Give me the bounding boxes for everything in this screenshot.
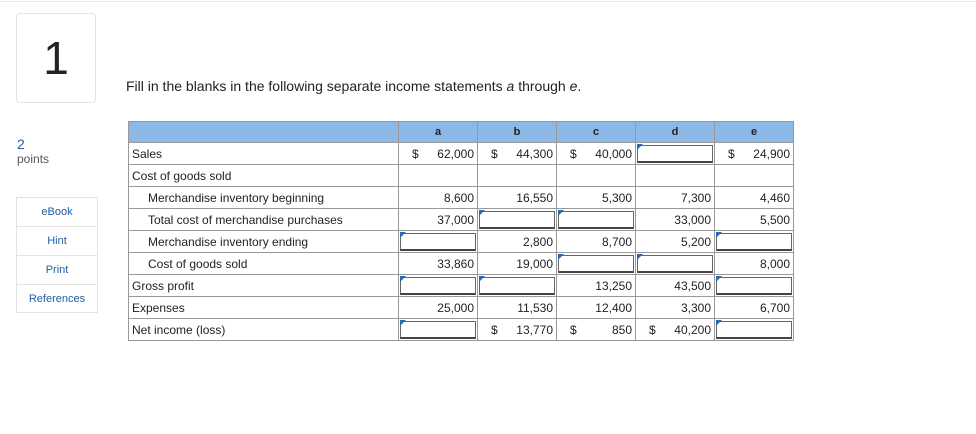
value-cell-content [718, 257, 790, 271]
answer-cell-e [715, 275, 794, 297]
answer-input-c[interactable] [558, 211, 634, 229]
value-cell-a [399, 187, 478, 209]
cell-value: 4,460 [759, 190, 790, 205]
column-header-b: b [478, 122, 557, 143]
value-cell-content [639, 191, 711, 205]
value-cell-e [715, 209, 794, 231]
cell-value: 19,000 [516, 256, 553, 271]
answer-cell-b [478, 275, 557, 297]
header-label-cell [129, 122, 399, 143]
value-cell-d [636, 297, 715, 319]
cell-value: 11,530 [517, 300, 553, 315]
references-link[interactable]: References [16, 284, 98, 313]
cell-value: 850 [611, 322, 632, 337]
value-cell-content [402, 301, 474, 315]
answer-cell-a [399, 275, 478, 297]
table-row [129, 209, 794, 231]
answer-cell-c [557, 209, 636, 231]
value-cell-content [481, 301, 553, 315]
value-cell-b [478, 253, 557, 275]
cell-value: 8,600 [443, 190, 474, 205]
answer-input-c[interactable] [558, 255, 634, 273]
ebook-link[interactable]: eBook [16, 197, 98, 226]
input-corner-marker-icon [479, 276, 485, 282]
table-row [129, 187, 794, 209]
cell-value: 24,900 [753, 146, 790, 161]
value-cell-c [557, 165, 636, 187]
table-row [129, 297, 794, 319]
cell-value: 25,000 [437, 300, 474, 315]
value-cell-content [481, 191, 553, 205]
value-cell-c [557, 297, 636, 319]
value-cell-d [636, 187, 715, 209]
value-cell-a [399, 253, 478, 275]
value-cell-content [718, 213, 790, 227]
table-row [129, 253, 794, 275]
answer-cell-c [557, 253, 636, 275]
value-cell-c [557, 319, 636, 341]
row-label: Sales [129, 143, 399, 165]
value-cell-content [481, 235, 553, 249]
cell-value: 5,200 [680, 234, 711, 249]
value-cell-d [636, 319, 715, 341]
cell-value: 7,300 [680, 190, 711, 205]
currency-symbol: $ [570, 322, 577, 337]
answer-input-a[interactable] [400, 233, 476, 251]
value-cell-content [560, 301, 632, 315]
value-cell-a [399, 297, 478, 319]
answer-cell-e [715, 319, 794, 341]
table-row [129, 165, 794, 187]
cell-value: 8,000 [759, 256, 790, 271]
value-cell-b [478, 319, 557, 341]
value-cell-c [557, 275, 636, 297]
table-row [129, 275, 794, 297]
cell-value: 2,800 [522, 234, 553, 249]
question-number-box [16, 13, 96, 103]
cell-value: 40,200 [674, 322, 711, 337]
input-corner-marker-icon [400, 320, 406, 326]
cell-value: 37,000 [437, 212, 474, 227]
value-cell-d [636, 231, 715, 253]
column-header-c: c [557, 122, 636, 143]
row-label: Gross profit [129, 275, 399, 297]
value-cell-content [402, 257, 474, 271]
answer-input-a[interactable] [400, 321, 476, 339]
answer-input-d[interactable] [637, 255, 713, 273]
value-cell-content [560, 147, 632, 161]
instructions-text-middle: through [514, 78, 570, 94]
cell-value: 6,700 [759, 300, 790, 315]
hint-link[interactable]: Hint [16, 226, 98, 255]
income-statements-table [128, 121, 794, 341]
value-cell-b [478, 297, 557, 319]
value-cell-b [478, 143, 557, 165]
input-corner-marker-icon [716, 232, 722, 238]
currency-symbol: $ [649, 322, 656, 337]
value-cell-content [481, 147, 553, 161]
instructions-text-end: . [577, 78, 582, 94]
input-corner-marker-icon [637, 144, 643, 150]
value-cell-content [639, 213, 711, 227]
value-cell-content [402, 147, 474, 161]
input-corner-marker-icon [558, 254, 564, 260]
instructions-text: Fill in the blanks in the following separate income statements [126, 78, 507, 94]
column-header-e: e [715, 122, 794, 143]
currency-symbol: $ [728, 146, 735, 161]
row-label: Net income (loss) [129, 319, 399, 341]
value-cell-content [718, 147, 790, 161]
answer-cell-d [636, 253, 715, 275]
value-cell-content [560, 323, 632, 337]
cell-value: 13,770 [516, 322, 553, 337]
value-cell-b [478, 231, 557, 253]
value-cell-content [639, 235, 711, 249]
value-cell-a [399, 143, 478, 165]
value-cell-content [481, 257, 553, 271]
row-label: Cost of goods sold [129, 165, 399, 187]
value-cell-d [636, 209, 715, 231]
answer-input-e[interactable] [716, 321, 792, 339]
answer-cell-d [636, 143, 715, 165]
cell-value: 16,550 [516, 190, 553, 205]
value-cell-content [481, 323, 553, 337]
value-cell-content [560, 279, 632, 293]
value-cell-e [715, 143, 794, 165]
value-cell-b [478, 165, 557, 187]
value-cell-c [557, 231, 636, 253]
value-cell-a [399, 165, 478, 187]
question-instructions [126, 78, 581, 94]
cell-value: 5,300 [601, 190, 632, 205]
instructions-italic-a: a [506, 78, 515, 94]
input-corner-marker-icon [479, 210, 485, 216]
answer-cell-e [715, 231, 794, 253]
answer-input-a[interactable] [400, 277, 476, 295]
value-cell-e [715, 187, 794, 209]
value-cell-content [718, 191, 790, 205]
answer-input-d[interactable] [637, 145, 713, 163]
answer-cell-a [399, 319, 478, 341]
currency-symbol: $ [491, 146, 498, 161]
cell-value: 44,300 [516, 146, 553, 161]
resource-links [16, 197, 98, 313]
value-cell-e [715, 253, 794, 275]
value-cell-content [560, 235, 632, 249]
cell-value: 3,300 [680, 300, 711, 315]
row-label: Merchandise inventory ending [129, 231, 399, 253]
value-cell-c [557, 143, 636, 165]
value-cell-d [636, 275, 715, 297]
points-value: 2 [17, 136, 25, 152]
table-row [129, 231, 794, 253]
value-cell-a [399, 209, 478, 231]
table-row [129, 319, 794, 341]
answer-cell-a [399, 231, 478, 253]
cell-value: 8,700 [601, 234, 632, 249]
value-cell-c [557, 187, 636, 209]
row-label: Total cost of merchandise purchases [129, 209, 399, 231]
header-row [129, 122, 794, 143]
value-cell-e [715, 297, 794, 319]
input-corner-marker-icon [400, 232, 406, 238]
value-cell-content [402, 213, 474, 227]
cell-value: 43,500 [674, 278, 711, 293]
value-cell-content [402, 191, 474, 205]
value-cell-e [715, 165, 794, 187]
answer-input-e[interactable] [716, 233, 792, 251]
row-label: Merchandise inventory beginning [129, 187, 399, 209]
input-corner-marker-icon [400, 276, 406, 282]
cell-value: 62,000 [437, 146, 474, 161]
answer-input-b[interactable] [479, 277, 555, 295]
top-divider [0, 1, 976, 2]
value-cell-d [636, 165, 715, 187]
cell-value: 33,000 [674, 212, 711, 227]
value-cell-content [639, 301, 711, 315]
currency-symbol: $ [570, 146, 577, 161]
print-link[interactable]: Print [16, 255, 98, 284]
answer-cell-b [478, 209, 557, 231]
cell-value: 13,250 [595, 278, 632, 293]
value-cell-content [639, 279, 711, 293]
input-corner-marker-icon [637, 254, 643, 260]
value-cell-content [639, 323, 711, 337]
input-corner-marker-icon [716, 320, 722, 326]
points-label: points [17, 152, 50, 166]
instructions-italic-e: e [569, 78, 578, 94]
cell-value: 40,000 [595, 146, 632, 161]
table-row [129, 143, 794, 165]
cell-value: 33,860 [437, 256, 474, 271]
input-corner-marker-icon [716, 276, 722, 282]
currency-symbol: $ [491, 322, 498, 337]
answer-input-e[interactable] [716, 277, 792, 295]
answer-input-b[interactable] [479, 211, 555, 229]
row-label: Cost of goods sold [129, 253, 399, 275]
currency-symbol: $ [412, 146, 419, 161]
value-cell-content [560, 191, 632, 205]
cell-value: 12,400 [595, 300, 632, 315]
column-header-d: d [636, 122, 715, 143]
value-cell-b [478, 187, 557, 209]
input-corner-marker-icon [558, 210, 564, 216]
cell-value: 5,500 [759, 212, 790, 227]
question-number: 1 [43, 32, 69, 84]
row-label: Expenses [129, 297, 399, 319]
value-cell-content [718, 301, 790, 315]
column-header-a: a [399, 122, 478, 143]
